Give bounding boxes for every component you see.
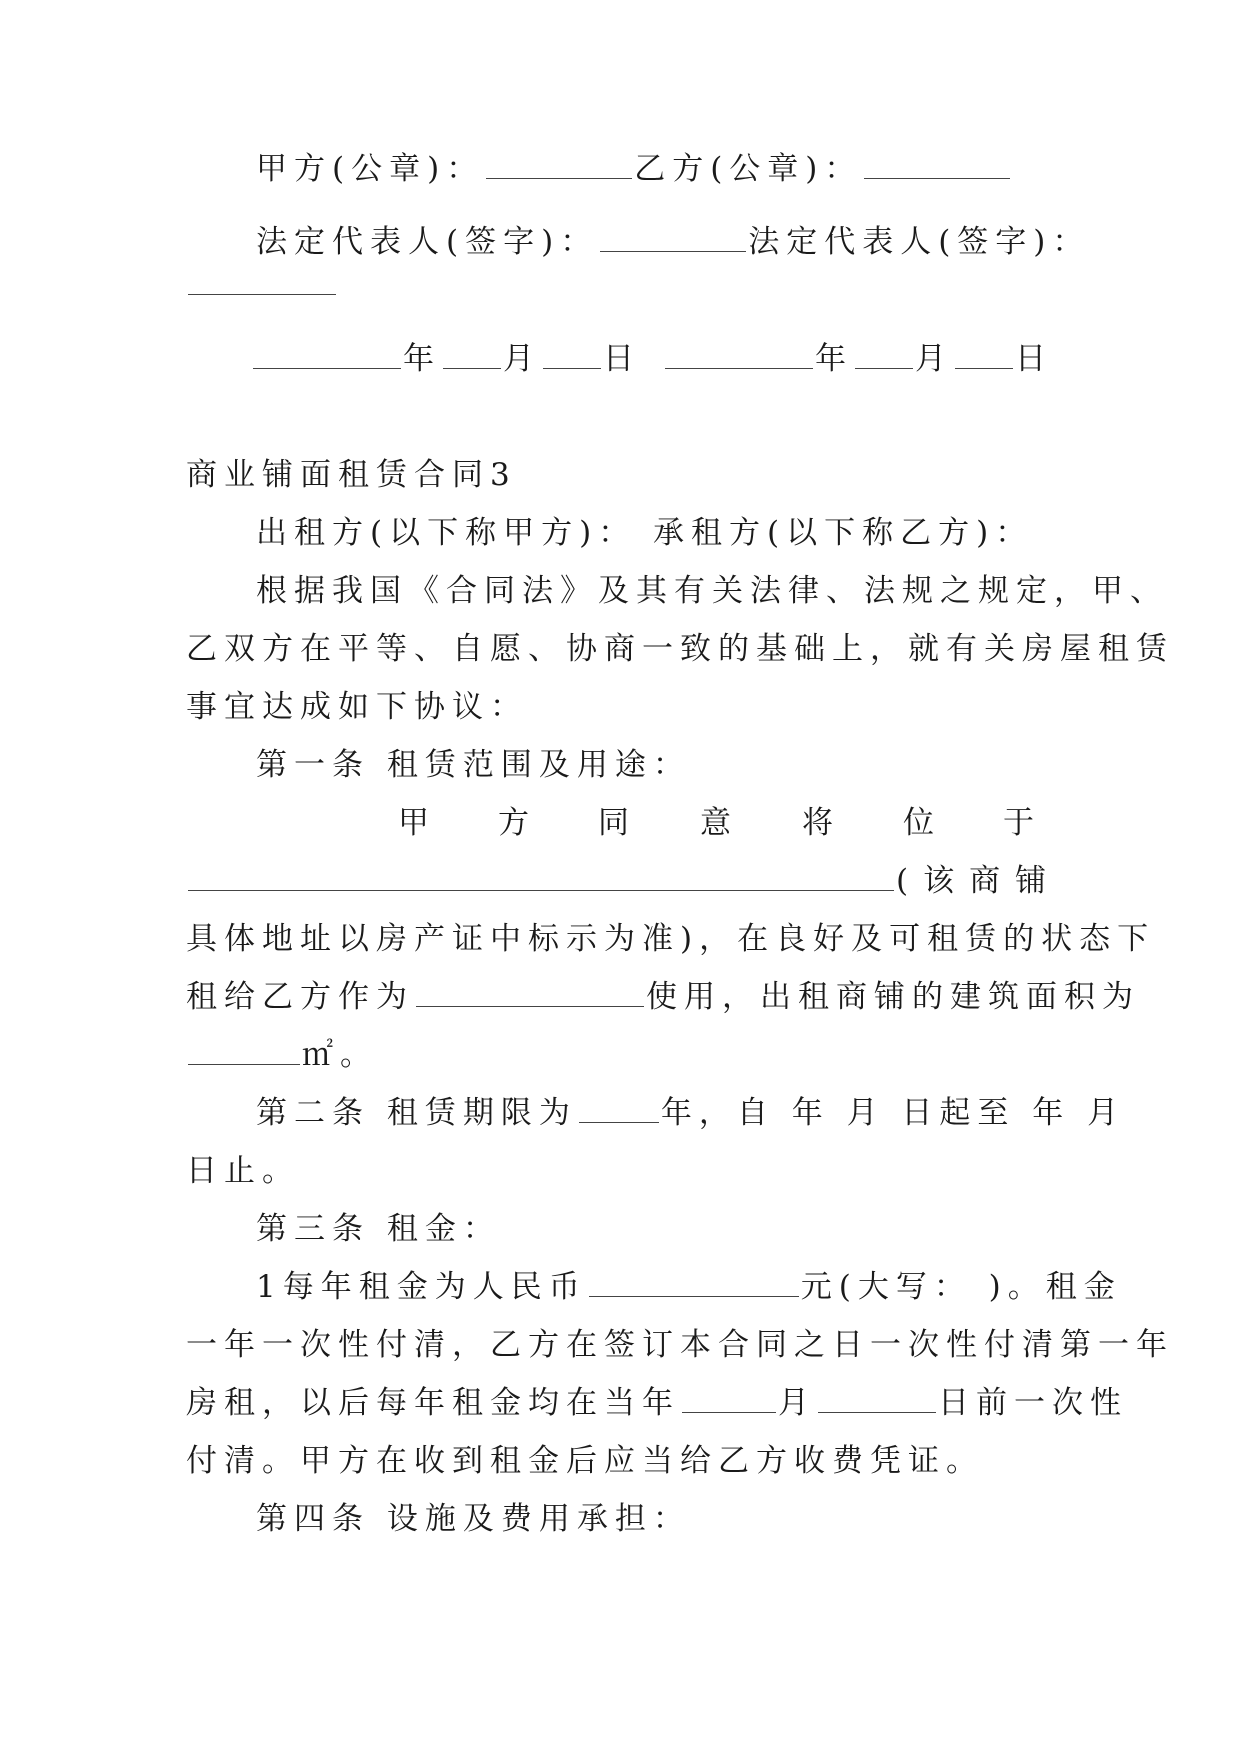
article3-l3-a: 房租，以后每年租金均在当年 bbox=[186, 1385, 680, 1421]
article2-line-2: 日止。 bbox=[186, 1153, 300, 1189]
legal-rep-b-label: 法定代表人(签字)： bbox=[748, 224, 1091, 260]
party-b-seal-label: 乙方(公章)： bbox=[634, 151, 863, 187]
article1-usage-line bbox=[0, 974, 1241, 1020]
party-a-seal-label: 甲方(公章)： bbox=[256, 151, 485, 187]
date-b-day-blank bbox=[955, 338, 1013, 369]
party-b-seal-blank bbox=[864, 148, 1010, 179]
preamble-line-2: 乙双方在平等、自愿、协商一致的基础上，就有关房屋租赁 bbox=[186, 631, 1174, 667]
payment-month-blank bbox=[682, 1382, 776, 1413]
article3-line-2: 一年一次性付清，乙方在签订本合同之日一次性付清第一年 bbox=[186, 1327, 1174, 1363]
article1-spread-line bbox=[0, 800, 1241, 846]
address-blank bbox=[188, 860, 894, 891]
article1-l2-tail: (该商铺 bbox=[896, 863, 1062, 899]
legal-rep-line bbox=[0, 219, 1241, 265]
date-b-month-blank bbox=[855, 338, 913, 369]
date-a-day: 日 bbox=[603, 341, 641, 377]
article1-l5: ㎡。 bbox=[302, 1037, 378, 1073]
usage-blank bbox=[416, 976, 644, 1007]
article1-char: 于 bbox=[1003, 805, 1041, 841]
article1-line-3: 具体地址以房产证中标示为准)，在良好及可租赁的状态下 bbox=[186, 921, 1156, 957]
date-b-day: 日 bbox=[1015, 341, 1053, 377]
date-a-day-blank bbox=[543, 338, 601, 369]
date-a-month: 月 bbox=[503, 341, 541, 377]
article1-char: 将 bbox=[802, 805, 840, 841]
article1-char: 意 bbox=[700, 805, 738, 841]
article3-line-3 bbox=[0, 1380, 1241, 1426]
article1-char: 甲 bbox=[398, 805, 436, 841]
article2-a: 第二条 租赁期限为 bbox=[256, 1095, 577, 1131]
legal-rep-b-blank bbox=[188, 264, 336, 295]
legal-rep-a-label: 法定代表人(签字)： bbox=[256, 224, 599, 260]
article1-area-line bbox=[0, 1032, 1241, 1078]
parties-line: 出租方(以下称甲方)： 承租方(以下称乙方)： bbox=[256, 515, 1034, 551]
article3-l3-b: 月 bbox=[778, 1385, 816, 1421]
article2-b: 年，自 年 月 日起至 年 月 bbox=[660, 1095, 1126, 1131]
preamble-line-3: 事宜达成如下协议： bbox=[186, 689, 528, 725]
date-a-year: 年 bbox=[403, 341, 441, 377]
article4-heading: 第四条 设施及费用承担： bbox=[256, 1501, 691, 1537]
article1-l4-a: 租给乙方作为 bbox=[186, 979, 414, 1015]
legal-rep-b-blank-line bbox=[0, 262, 1241, 308]
article1-char: 位 bbox=[903, 805, 941, 841]
seal-line bbox=[0, 146, 1241, 192]
contract-title: 商业铺面租赁合同3 bbox=[186, 457, 517, 493]
article3-l1-a: 1每年租金为人民币 bbox=[256, 1269, 587, 1305]
date-a-year-blank bbox=[253, 338, 401, 369]
article1-l4-b: 使用，出租商铺的建筑面积为 bbox=[646, 979, 1140, 1015]
article1-char: 同 bbox=[598, 805, 636, 841]
lease-years-blank bbox=[579, 1092, 659, 1123]
article1-address-line bbox=[0, 858, 1241, 904]
article1-char: 方 bbox=[498, 805, 536, 841]
party-a-seal-blank bbox=[486, 148, 632, 179]
date-b-month: 月 bbox=[915, 341, 953, 377]
article3-l1-b: 元(大写： )。租金 bbox=[800, 1269, 1122, 1305]
payment-day-blank bbox=[818, 1382, 936, 1413]
rent-amount-blank bbox=[589, 1266, 799, 1297]
date-b-year: 年 bbox=[815, 341, 853, 377]
date-a-month-blank bbox=[443, 338, 501, 369]
article1-heading: 第一条 租赁范围及用途： bbox=[256, 747, 691, 783]
area-blank bbox=[188, 1034, 300, 1065]
preamble-line-1: 根据我国《合同法》及其有关法律、法规之规定，甲、 bbox=[256, 573, 1168, 609]
article3-heading: 第三条 租金： bbox=[256, 1211, 501, 1247]
article3-l3-c: 日前一次性 bbox=[938, 1385, 1128, 1421]
date-b-year-blank bbox=[665, 338, 813, 369]
article2-line-1 bbox=[0, 1090, 1241, 1136]
article3-line-4: 付清。甲方在收到租金后应当给乙方收费凭证。 bbox=[186, 1443, 984, 1479]
date-line bbox=[0, 336, 1241, 382]
article3-line-1 bbox=[0, 1264, 1241, 1310]
legal-rep-a-blank bbox=[600, 221, 746, 252]
